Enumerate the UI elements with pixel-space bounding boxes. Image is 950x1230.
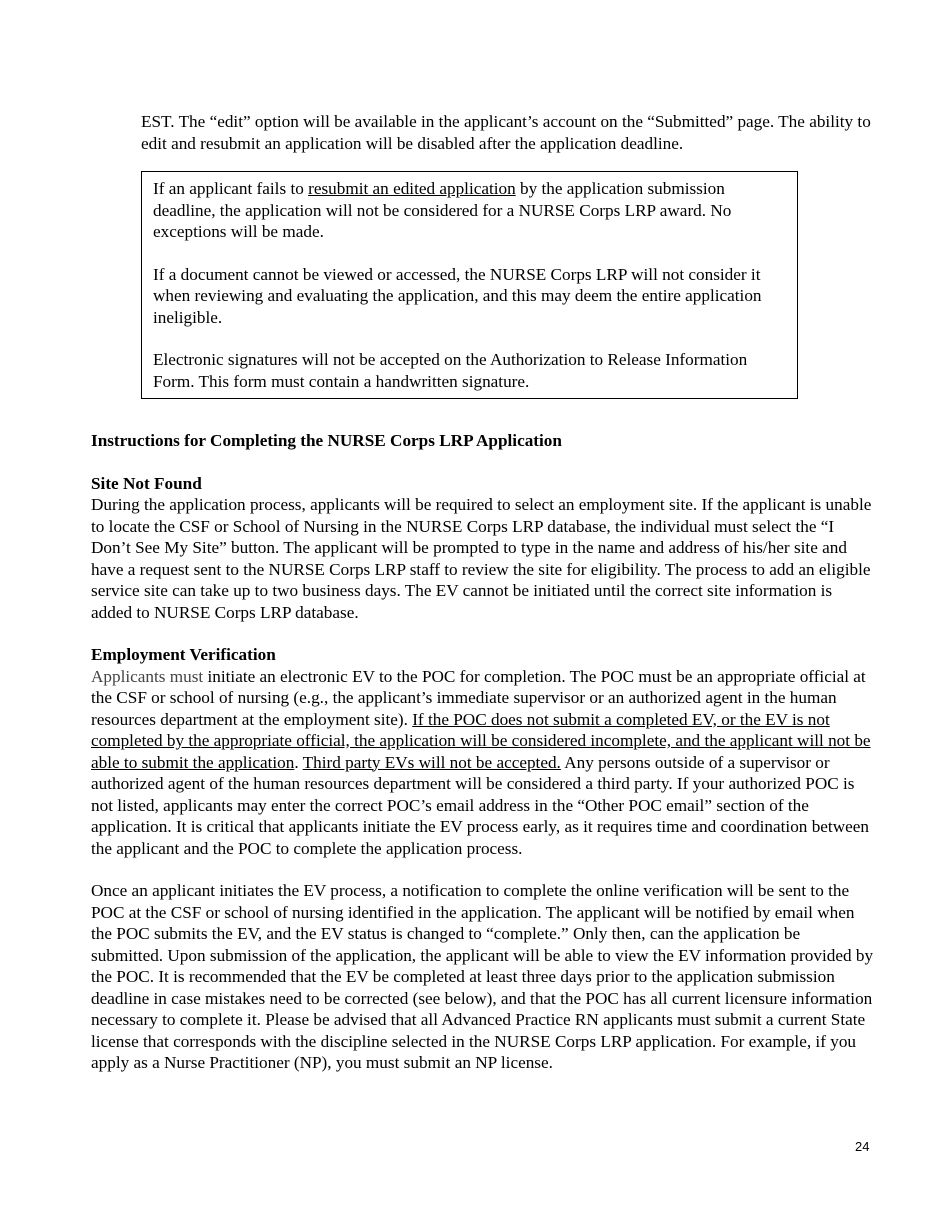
ev-p1-underlined-2: Third party EVs will not be accepted. — [302, 752, 561, 772]
site-not-found-heading: Site Not Found — [91, 473, 202, 493]
notice-paragraph-2: If a document cannot be viewed or accessed, the NURSE Corps LRP will not consider it when reviewing and evaluating the application, and this may deem the entire application ineligible. — [153, 264, 762, 327]
notice-p1-underlined: resubmit an edited application — [308, 179, 516, 198]
notice-box — [141, 171, 798, 399]
page-number: 24 — [855, 1139, 870, 1154]
notice-paragraph-1 — [153, 178, 783, 243]
ev-p1-c: Any persons outside of a supervisor or authorized agent of the human resources department will be considered a third party. If your authorized POC is not listed, applicants may enter the correct POC’s email address in the “Other POC email” section of the application. It is critical that applicants initiate the EV process early, as it requires time and coordination between the applicant and the POC to complete the application process. — [91, 752, 869, 858]
ev-p1-underlined-1: If the POC does not submit a completed EV, or the EV is not completed by the appropriate official, the application will be considered incomplete, and the applicant will not be able to submit the application — [91, 709, 871, 772]
instructions-section — [91, 430, 876, 1095]
notice-p1-pre: If an applicant fails to — [153, 179, 309, 198]
ev-p1-b: . — [294, 752, 303, 772]
employment-verification-heading: Employment Verification — [91, 645, 276, 664]
instructions-heading: Instructions for Completing the NURSE Corps LRP Application — [91, 431, 562, 450]
intro-paragraph — [141, 111, 881, 154]
employment-verification-paragraph-2: Once an applicant initiates the EV process, a notification to complete the online verification will be sent to the POC at the CSF or school of nursing identified in the application. The applicant will be notified by email when the POC submits the EV, and the EV status is changed to “complete.” Only then, can the application be submitted. Upon submission of the application, the applicant will be able to view the EV information provided by the POC. It is recommended that the EV be completed at least three days prior to the application submission deadline in case mistakes need to be corrected (see below), and that the POC has all current licensure information necessary to complete it. Please be advised that all Advanced Practice RN applicants must submit a current State license that corresponds with the discipline selected in the NURSE Corps LRP application. For example, if you apply as a Nurse Practitioner (NP), you must submit an NP license. — [91, 881, 874, 1072]
ev-p1-gray: Applicants must — [91, 666, 204, 686]
site-not-found-body: During the application process, applicants will be required to select an employment site. If the applicant is unable to locate the CSF or School of Nursing in the NURSE Corps LRP database, the individual must select the “I Don’t See My Site” button. The applicant will be prompted to type in the name and address of his/her site and have a request sent to the NURSE Corps LRP staff to review the site for eligibility. The process to add an eligible service site can take up to two business days. The EV cannot be initiated until the correct site information is added to NURSE Corps LRP database. — [91, 495, 872, 622]
ev-p1-a: initiate an electronic EV to the POC for completion. The POC must be an appropriate official at the CSF or school of nursing (e.g., the applicant’s immediate supervisor or an authorized agent in the human resources department at the employment site). — [91, 666, 866, 729]
intro-text: EST. The “edit” option will be available in the applicant’s account on the “Submitted” page. The ability to edit and resubmit an application will be disabled after the application deadline. — [141, 112, 871, 153]
notice-paragraph-3: Electronic signatures will not be accepted on the Authorization to Release Information Form. This form must contain a handwritten signature. — [153, 350, 748, 391]
employment-verification-paragraph-1 — [91, 666, 876, 860]
notice-p1-post: by the application submission deadline, the application will not be considered for a NURSE Corps LRP award. No exceptions will be made. — [153, 179, 732, 241]
